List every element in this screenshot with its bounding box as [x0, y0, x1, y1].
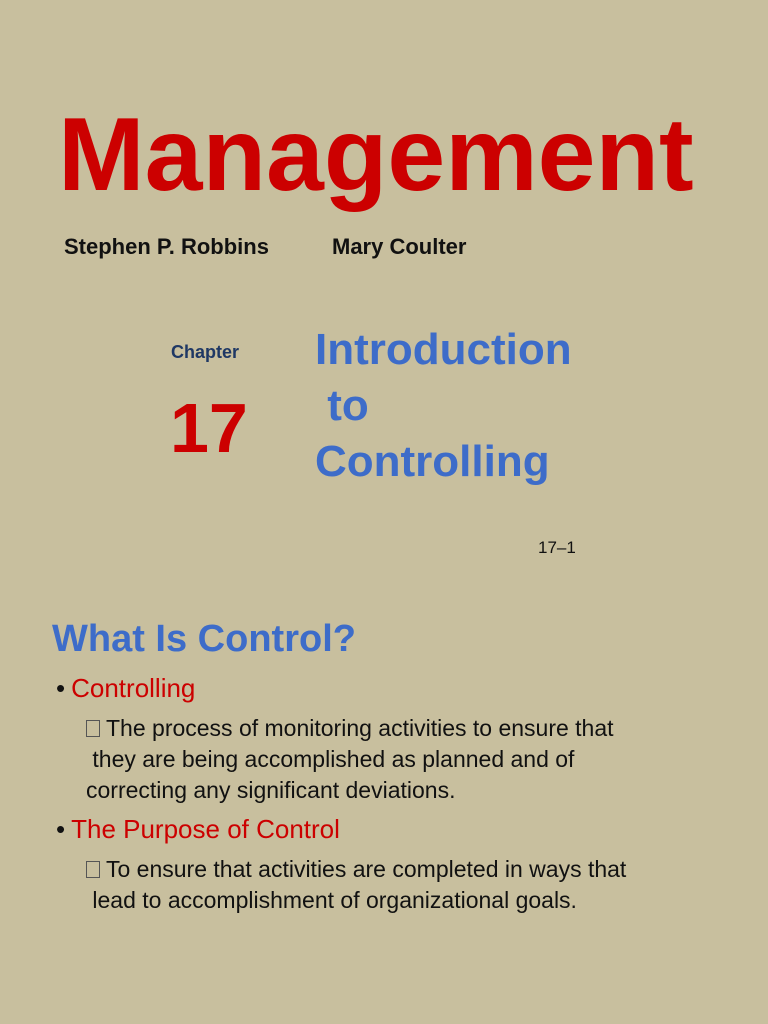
slide-number: 17–1	[538, 538, 576, 557]
bullet-definition	[86, 713, 614, 806]
slide-heading: What Is Control?	[52, 618, 356, 660]
bullet-definition-text: To ensure that activities are completed in ways that lead to accomplishment of organizational goals.	[92, 856, 627, 913]
bullet-definition-text: The process of monitoring activities to ensure that they are being accomplished as planned and of correcting any significant deviations.	[86, 715, 614, 803]
author-name: Stephen P. Robbins	[64, 234, 269, 259]
author-name: Mary Coulter	[332, 234, 467, 259]
bullet-term-text: Controlling	[71, 673, 196, 703]
bullet-term	[56, 814, 340, 845]
bullet-dot-icon: •	[56, 814, 66, 844]
sub-bullet-icon	[86, 720, 100, 737]
book-title: Management	[58, 97, 694, 213]
bullet-term	[56, 673, 195, 704]
chapter-number: 17	[170, 389, 248, 467]
bullet-term-text: The Purpose of Control	[71, 814, 340, 844]
bullet-definition	[86, 854, 626, 916]
chapter-title: Introduction to Controlling	[315, 325, 572, 486]
sub-bullet-icon	[86, 861, 100, 878]
bullet-dot-icon: •	[56, 673, 66, 703]
chapter-label: Chapter	[171, 342, 240, 362]
